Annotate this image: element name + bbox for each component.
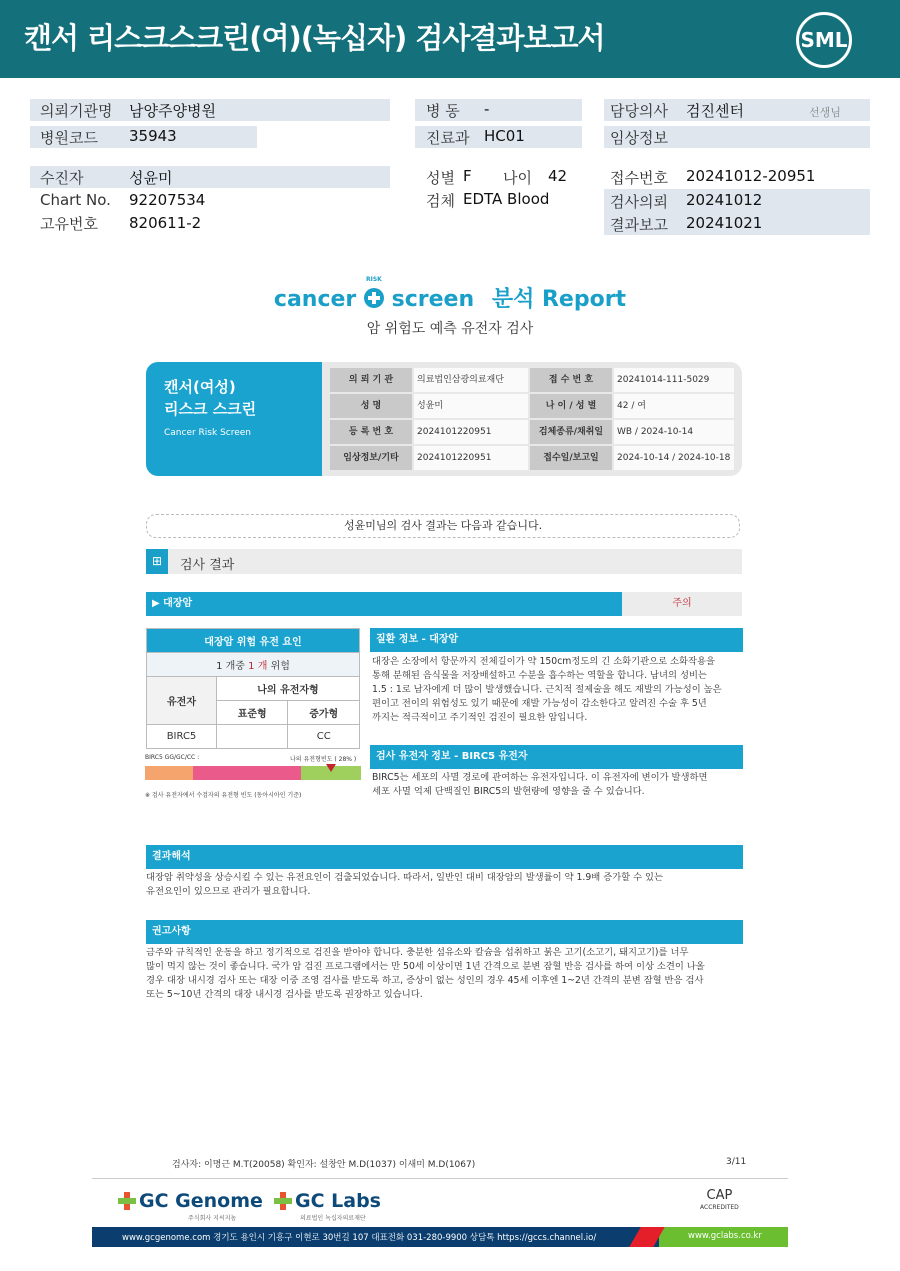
- gene-header: 유전자: [147, 677, 217, 725]
- ward-label: 병 동: [426, 102, 460, 120]
- patient-value: 성윤미: [129, 169, 173, 187]
- card-value: 2024101220951: [414, 446, 528, 470]
- institution-label: 의뢰기관명: [40, 102, 113, 120]
- gene-table-summary: [147, 653, 360, 677]
- age-label: 나이: [503, 169, 532, 187]
- request-label: 검사의뢰: [610, 193, 668, 211]
- document-title: 캔서 리스크스크린(여)(녹십자) 검사결과보고서: [24, 21, 605, 55]
- logo-analysis: 분석 Report: [491, 287, 627, 312]
- footer-signatures: 검사자: 이명근 M.T(20058) 확인자: 설창안 M.D(1037) 이새미 M.D(1067): [172, 1160, 476, 1170]
- cap-text: CAP: [706, 1188, 733, 1203]
- interpretation-title: 결과해석: [146, 845, 743, 869]
- gene-table-title: 대장암 위험 유전 요인: [147, 629, 360, 653]
- result-section-title: 검사 결과: [180, 558, 235, 573]
- gene-info-text: BIRC5는 세포의 사멸 경로에 관여하는 유전자입니다. 이 유전자에 변이가 발생하면 세포 사멸 억제 단백질인 BIRC5의 발현량에 영향을 줄 수 있습니다.: [372, 772, 708, 797]
- clinical-label: 임상정보: [610, 129, 668, 147]
- report-subtitle: 암 위험도 예측 유전자 검사: [366, 321, 534, 337]
- report-label: 결과보고: [610, 216, 668, 234]
- freq-marker-icon: [326, 764, 336, 772]
- card-label: 나 이 / 성 별: [530, 394, 612, 418]
- gc-labs-subtitle: 의료법인 녹십자의료재단: [300, 1215, 366, 1222]
- page-number: 3/11: [726, 1157, 747, 1167]
- standard-header: 표준형: [217, 701, 288, 725]
- gene-info-title: 검사 유전자 정보 - BIRC5 유전자: [370, 745, 743, 769]
- gene-name: BIRC5: [147, 725, 217, 749]
- report-value: 20241021: [686, 214, 763, 232]
- chart-label: Chart No.: [40, 191, 111, 209]
- card-value: 2024-10-14 / 2024-10-18: [614, 446, 734, 470]
- card-value: WB / 2024-10-14: [614, 420, 734, 444]
- risk-cross-icon: [364, 276, 384, 308]
- bottom-url: www.gclabs.co.kr: [688, 1231, 762, 1241]
- gc-cross-icon: [274, 1192, 292, 1210]
- result-plus-icon: ⊞: [146, 549, 168, 574]
- receipt-label: 접수번호: [610, 169, 668, 187]
- card-title: 캔서(여성) 리스크 스크린: [164, 378, 257, 418]
- disease-info-title: 질환 정보 - 대장암: [370, 628, 743, 652]
- id-label: 고유번호: [40, 215, 98, 233]
- sex-value: F: [463, 167, 472, 185]
- cap-sub-text: ACCREDITED: [700, 1204, 739, 1211]
- logo-cancer: cancer: [273, 287, 357, 312]
- doctor-value: 검진센터: [686, 102, 744, 120]
- card-label: 검체종류/채취일: [530, 420, 612, 444]
- card-value: 성윤미: [414, 394, 528, 418]
- card-label: 접 수 번 호: [530, 368, 612, 392]
- freq-label-left: BIRC5 GG/GC/CC :: [145, 754, 200, 761]
- card-label: 성 명: [330, 394, 412, 418]
- summary-post: 위험: [270, 661, 290, 672]
- card-value: 42 / 여: [614, 394, 734, 418]
- gc-genome-text: GC Genome: [139, 1190, 263, 1212]
- card-value: 20241014-111-5029: [614, 368, 734, 392]
- bottom-contact-text: www.gcgenome.com 경기도 용인시 기흥구 이현로 30번길 107 대표전화 031-280-9900 상담톡 https://gccs.channel.io/: [122, 1233, 597, 1243]
- sml-logo: SML: [796, 12, 852, 68]
- institution-value: 남양주양병원: [129, 102, 216, 120]
- card-label: 등 록 번 호: [330, 420, 412, 444]
- summary-count: 1 개: [248, 661, 268, 672]
- card-label: 의 뢰 기 관: [330, 368, 412, 392]
- gene-increased: CC: [288, 725, 360, 749]
- disease-info-text: 대장은 소장에서 항문까지 전체길이가 약 150cm정도의 긴 소화기관으로 소화작용을 통해 분해된 음식물을 저장배설하고 수분을 흡수하는 역할을 합니다. 남녀의 성비는 1.5 : 1로 남자에게 더 많이 발생했습니다. 근치적 절제술을 해도 재발의 가능성이 높은 편이고 전이의 위험성도 있기 때문에 재발 가능성이 감소한다고 알려진 수술 후 5년 까지는 적극적이고 주기적인 검진이 필요한 암입니다.: [372, 656, 722, 723]
- gene-standard: [217, 725, 288, 749]
- gene-table: [146, 628, 360, 749]
- header-bar: [0, 0, 900, 78]
- hospital-code-value: 35943: [129, 127, 177, 145]
- hospital-code-label: 병원코드: [40, 129, 98, 147]
- category-status: 주의: [622, 592, 742, 616]
- my-genotype-header: 나의 유전자형: [217, 677, 360, 701]
- interpretation-text: 대장암 취약성을 상승시킬 수 있는 유전요인이 검출되었습니다. 따라서, 일반인 대비 대장암의 발생률이 약 1.9배 증가할 수 있는 유전요인이 있으므로 관리가 필요합니다.: [146, 872, 664, 897]
- specimen-value: EDTA Blood: [463, 190, 550, 208]
- gc-labs-logo: [274, 1190, 381, 1212]
- info-bar: [30, 166, 390, 188]
- receipt-value: 20241012-20951: [686, 167, 816, 185]
- card-value: 의료법인삼광의료재단: [414, 368, 528, 392]
- freq-note: ※ 검사 유전자에서 수검자의 유전형 빈도 (동아시아인 기준): [145, 792, 302, 799]
- id-value: 820611-2: [129, 214, 202, 232]
- department-value: HC01: [484, 127, 525, 145]
- greeting: 성윤미님의 검사 결과는 다음과 같습니다.: [146, 514, 740, 538]
- doctor-suffix: 선생님: [809, 106, 841, 119]
- department-label: 진료과: [426, 129, 470, 147]
- age-value: 42: [548, 167, 568, 185]
- card-english-title: Cancer Risk Screen: [164, 428, 252, 438]
- gc-cross-icon: [118, 1192, 136, 1210]
- card-value: 2024101220951: [414, 420, 528, 444]
- freq-label-right: 나의 유전형빈도 ( 28% ): [290, 756, 357, 763]
- summary-pre: 1 개중: [216, 661, 245, 672]
- increased-header: 증가형: [288, 701, 360, 725]
- chart-value: 92207534: [129, 191, 206, 209]
- category-bar: ▶ 대장암: [146, 592, 622, 616]
- cap-accredited-logo: [700, 1190, 739, 1214]
- logo-screen: screen: [391, 287, 475, 312]
- card-grid: [330, 368, 734, 472]
- sex-label: 성별: [426, 169, 455, 187]
- recommendation-text: 금주와 규칙적인 운동을 하고 정기적으로 검진을 받아야 합니다. 충분한 섬유소와 칼슘을 섭취하고 붉은 고기(소고기, 돼지고기)를 너무 많이 먹지 않는 것이 좋습니다. 국가 암 검진 프로그램에서는 만 50세 이상이면 1년 간격으로 분변 잠혈 반응 검사를 하여 이상 소견이 나올 경우 대장 내시경 검사 또는 대장 이중 조영 검사를 받도록 하고, 증상이 없는 성인의 경우 45세 이후엔 1~2년 간격의 분변 잠혈 반응 검사 또는 5~10년 간격의 대장 내시경 검사를 받도록 권장하고 있습니다.: [146, 947, 705, 1000]
- freq-segment: [145, 766, 193, 780]
- freq-bar: [145, 766, 361, 780]
- doctor-label: 담당의사: [610, 102, 668, 120]
- info-card: [146, 362, 742, 476]
- bottom-bar: [92, 1227, 788, 1247]
- ward-value: -: [484, 100, 490, 118]
- footer-divider: [92, 1178, 788, 1179]
- gc-labs-text: GC Labs: [295, 1190, 381, 1212]
- gc-genome-logo: [118, 1190, 263, 1212]
- card-label: 임상정보/기타: [330, 446, 412, 470]
- recommendation-title: 권고사항: [146, 920, 743, 944]
- gc-genome-subtitle: 주식회사 지씨지놈: [188, 1215, 237, 1222]
- logo-risk: RISK: [365, 276, 382, 283]
- result-section-header: [146, 549, 742, 574]
- report-logo: [0, 276, 900, 313]
- card-label: 접수일/보고일: [530, 446, 612, 470]
- freq-segment: [193, 766, 301, 780]
- card-left-panel: [146, 362, 322, 476]
- specimen-label: 검체: [426, 192, 455, 210]
- patient-label: 수진자: [40, 169, 84, 187]
- request-value: 20241012: [686, 191, 763, 209]
